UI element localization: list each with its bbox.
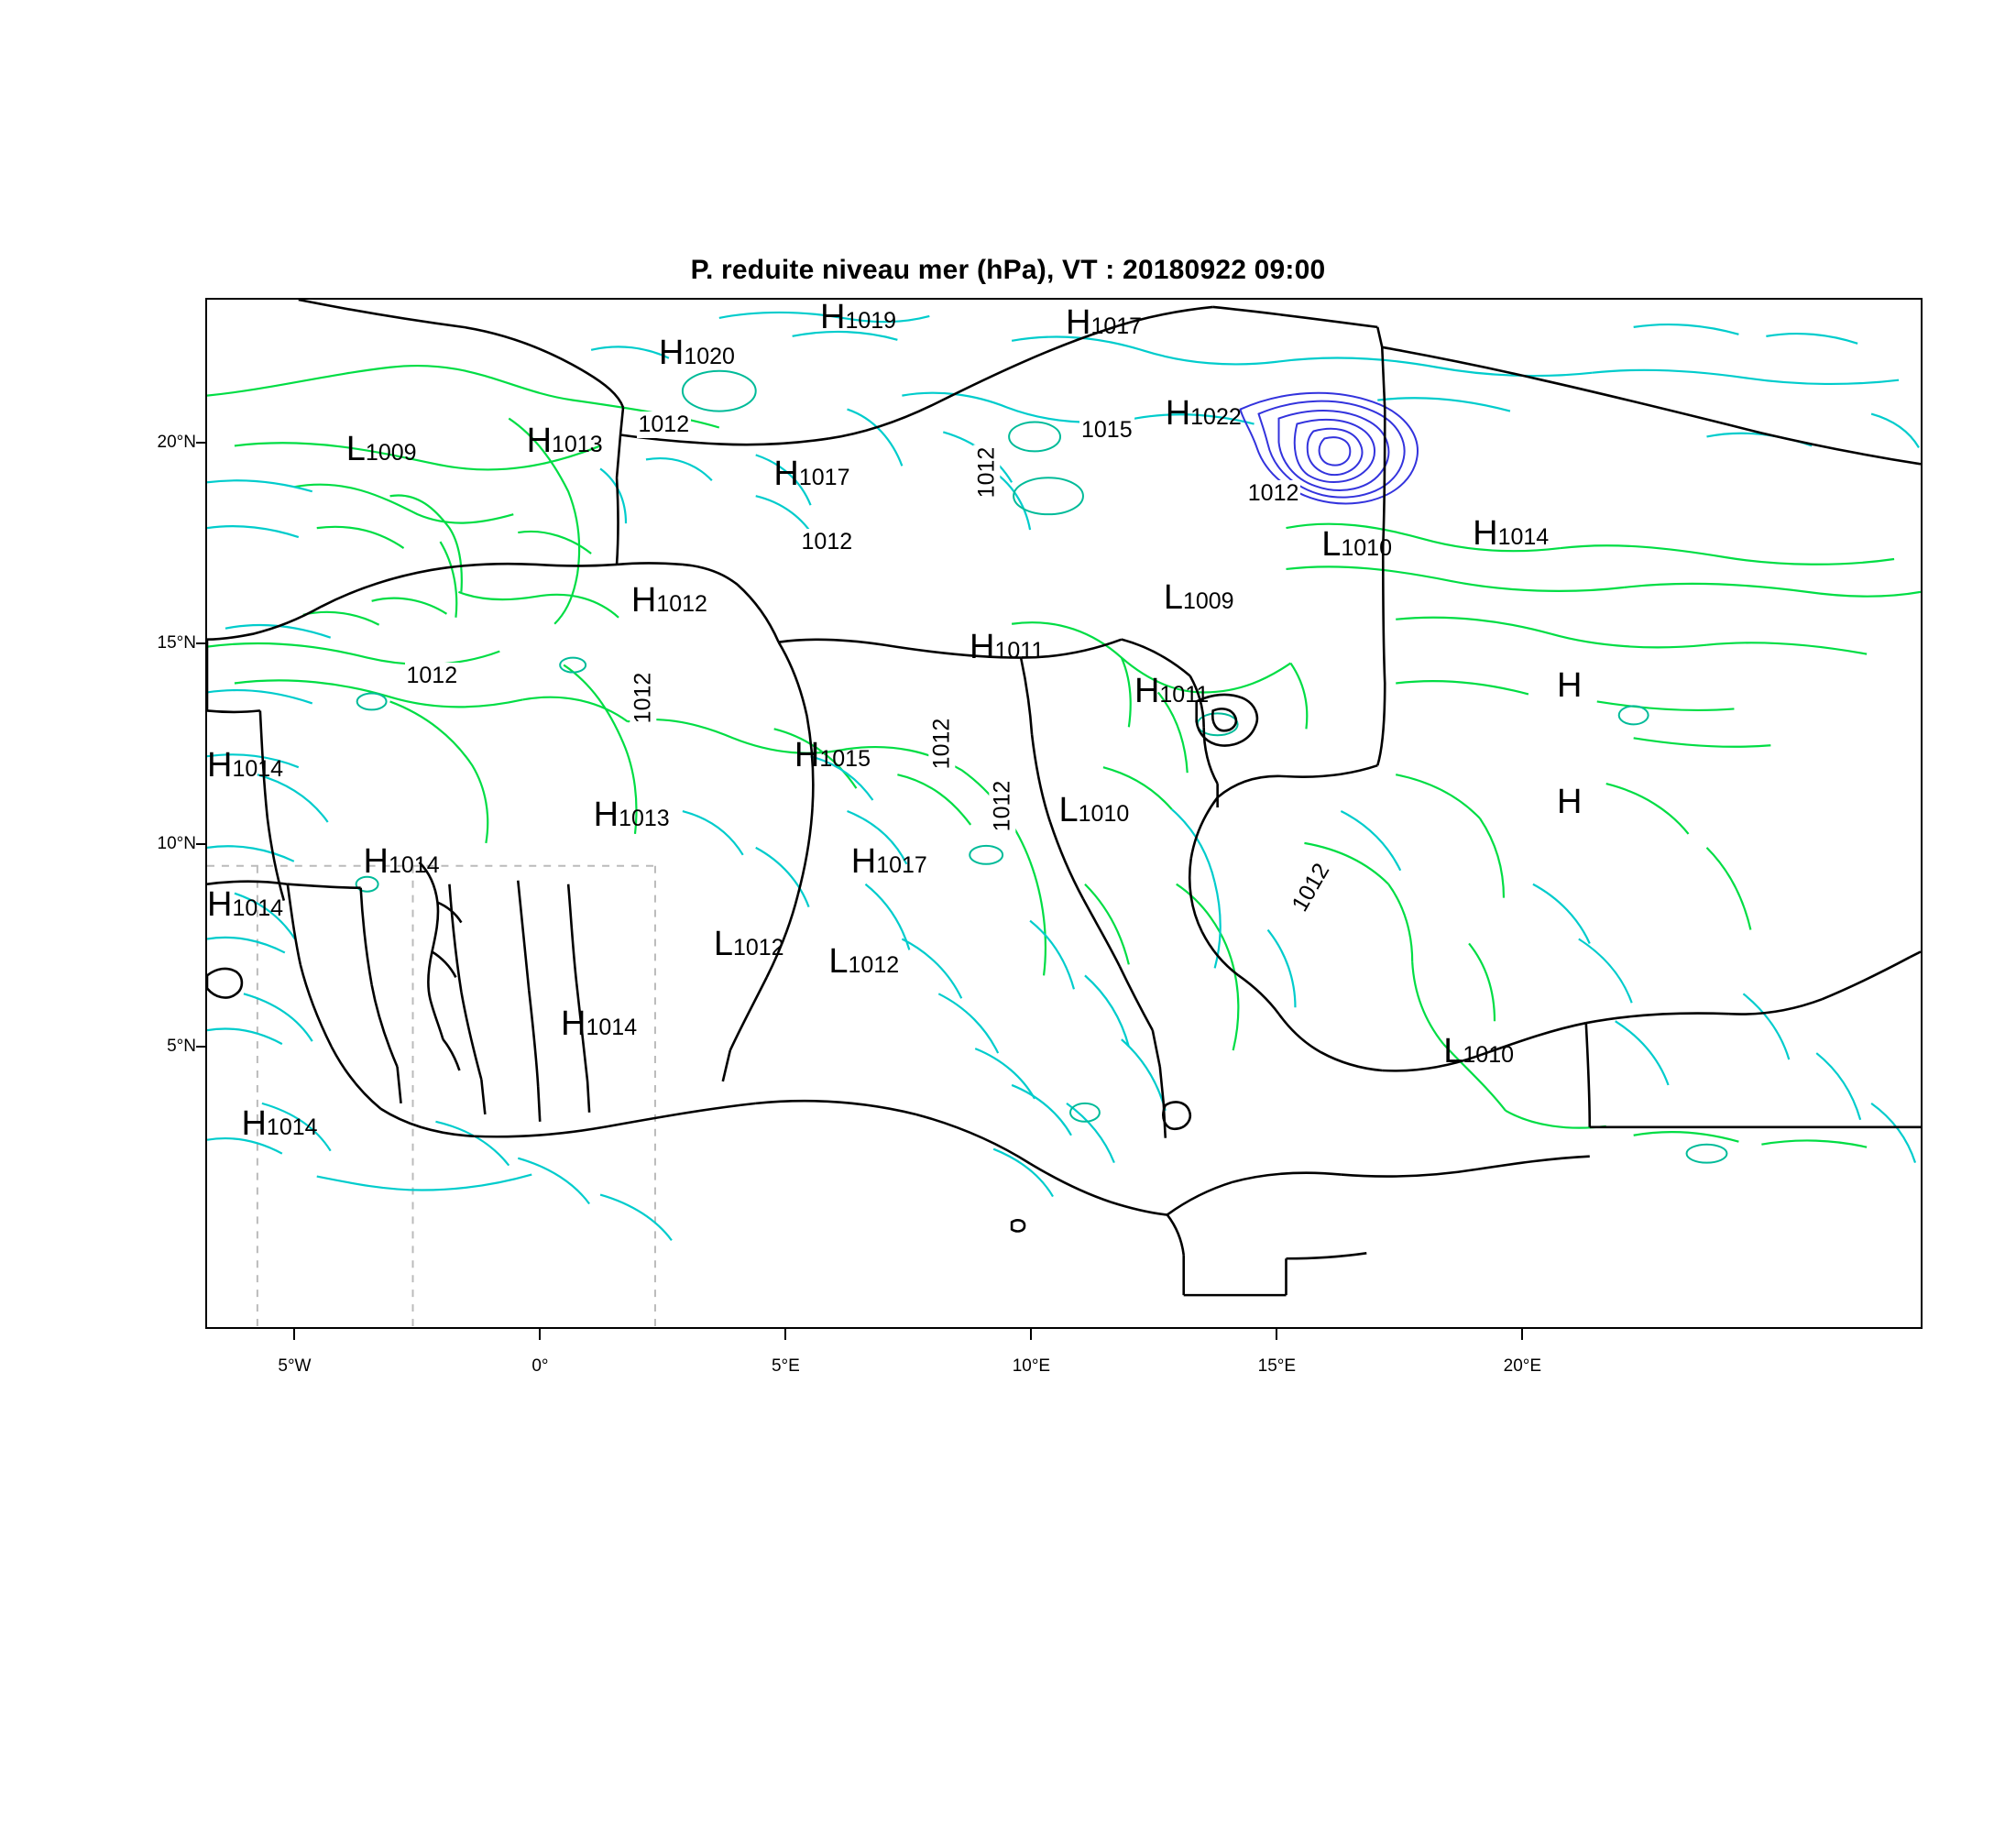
latitude-tick-mark [196,1046,207,1048]
pressure-center-low [1058,790,1130,829]
pressure-center-high [820,300,896,335]
longitude-tick-label: 5°E [771,1356,800,1376]
contour-value-label: 1012 [988,780,1014,832]
contour-value-label: 1012 [973,447,1000,499]
pressure-center-high [1473,514,1550,554]
pressure-center-value: 1020 [684,344,735,370]
pressure-center-low [828,942,900,982]
pressure-center-symbol: L [1058,790,1079,829]
pressure-center-value: 1019 [845,308,897,334]
pressure-center-value: 1017 [798,465,850,490]
pressure-center-symbol: H [658,334,685,373]
pressure-center-symbol: H [820,298,846,336]
pressure-center-high [658,334,735,373]
pressure-center-value: 1014 [1497,524,1550,551]
pressure-center-symbol: L [1321,524,1342,564]
latitude-tick-label: 15°N [157,632,196,653]
pressure-center-value: 1010 [1341,534,1392,561]
pressure-center-value: 1017 [876,852,927,878]
contour-line-green [207,366,1921,1147]
pressure-center-value: 1010 [1078,800,1130,827]
pressure-center-high [207,885,284,925]
longitude-tick-mark [1276,1329,1277,1340]
latitude-tick-label: 10°N [157,834,196,854]
pressure-center-symbol: H [363,842,389,881]
pressure-center-symbol: H [794,736,820,775]
contour-value-label: 1012 [1286,857,1336,917]
longitude-tick-label: 0° [531,1356,549,1376]
pressure-center-value: 1014 [586,1014,638,1040]
longitude-tick-mark [293,1329,295,1340]
pressure-center-high [851,844,927,879]
longitude-tick-label: 10°E [1012,1356,1051,1376]
pressure-center-symbol: L [1163,578,1183,617]
pressure-center-value: 1012 [848,952,900,979]
longitude-tick-mark [1521,1329,1523,1340]
pressure-center-low [1164,580,1234,615]
latitude-tick-mark [196,442,207,444]
pressure-center-value: 1014 [232,756,284,783]
pressure-center-low [1443,1034,1514,1069]
pressure-center-value: 1014 [388,852,440,878]
longitude-tick-label: 20°E [1503,1356,1542,1376]
pressure-center-symbol: H [593,796,619,835]
longitude-tick-mark [539,1329,541,1340]
pressure-center-value: 1009 [365,440,417,466]
pressure-center-high [364,844,440,879]
pressure-center-value: 1010 [1463,1042,1515,1068]
pressure-center-value: 1014 [266,1114,318,1140]
pressure-center-symbol: H [1165,393,1191,433]
longitude-tick-label: 15°E [1257,1356,1297,1376]
longitude-tick-mark [1030,1329,1032,1340]
pressure-center-high [773,456,849,491]
pressure-center-high [241,1103,318,1143]
pressure-center-symbol: H [970,628,995,666]
pressure-center-value: 1017 [1090,313,1143,339]
pressure-center-high [794,738,871,773]
pressure-center-high [1556,665,1583,705]
pressure-center-high [527,423,603,458]
pressure-center-low [346,432,417,466]
pressure-center-symbol: L [828,942,849,982]
pressure-center-symbol: H [1556,782,1583,821]
pressure-center-high [631,583,707,618]
pressure-center-value: 1009 [1182,588,1234,614]
contour-value-label: 1012 [638,411,690,437]
pressure-center-symbol: H [1473,514,1498,554]
contour-value-label: 1012 [406,663,458,688]
pressure-center-symbol: L [345,430,366,468]
pressure-center-value: 1011 [994,638,1045,664]
pressure-center-value: 1013 [552,432,603,457]
pressure-center-symbol: H [561,1004,586,1043]
pressure-center-symbol: H [526,422,553,460]
contour-line-teal [356,371,1727,1163]
pressure-center-value: 1015 [819,746,871,773]
pressure-center-high [593,796,670,835]
pressure-center-high [561,1006,637,1041]
pressure-center-symbol: L [713,925,733,963]
pressure-center-high [207,748,283,783]
pressure-center-high [1066,302,1143,342]
pressure-center-symbol: H [1556,665,1583,705]
pressure-center-symbol: H [630,581,657,620]
page-title: P. reduite niveau mer (hPa), VT : 20180922 09:00 [690,255,1326,285]
contour-value-label: 1012 [928,718,955,770]
pressure-center-symbol: H [1134,672,1160,711]
pressure-center-high [1556,782,1583,821]
pressure-center-symbol: H [241,1103,267,1143]
pressure-center-value: 1012 [732,935,784,960]
map-plot-area [205,298,1923,1329]
pressure-center-symbol: H [850,842,877,881]
pressure-center-symbol: H [207,885,233,925]
contour-value-label: 1012 [1247,479,1299,506]
pressure-center-value: 1022 [1190,403,1242,430]
pressure-center-high [1134,672,1210,711]
pressure-center-value: 1012 [656,591,707,618]
pressure-center-value: 1011 [1159,682,1210,708]
pressure-center-symbol: H [207,746,233,785]
pressure-center-high [970,630,1044,664]
latitude-tick-label: 20°N [157,432,196,452]
pressure-center-symbol: H [773,455,799,493]
latitude-tick-mark [196,642,207,644]
pressure-center-value: 1013 [619,806,670,832]
pressure-center-symbol: H [1066,302,1091,342]
latitude-tick-mark [196,843,207,845]
pressure-center-value: 1014 [232,895,284,922]
pressure-center-high [1165,393,1242,433]
latitude-tick-label: 5°N [167,1036,196,1056]
longitude-tick-mark [784,1329,786,1340]
pressure-center-low [1321,524,1392,564]
pressure-center-low [714,927,784,961]
contour-value-label: 1012 [801,528,853,554]
contour-value-label: 1012 [630,672,656,723]
longitude-tick-label: 5°W [278,1356,312,1376]
pressure-center-symbol: L [1443,1032,1463,1070]
contour-value-label: 1015 [1080,417,1133,444]
contour-line-cyan [207,313,1919,1240]
